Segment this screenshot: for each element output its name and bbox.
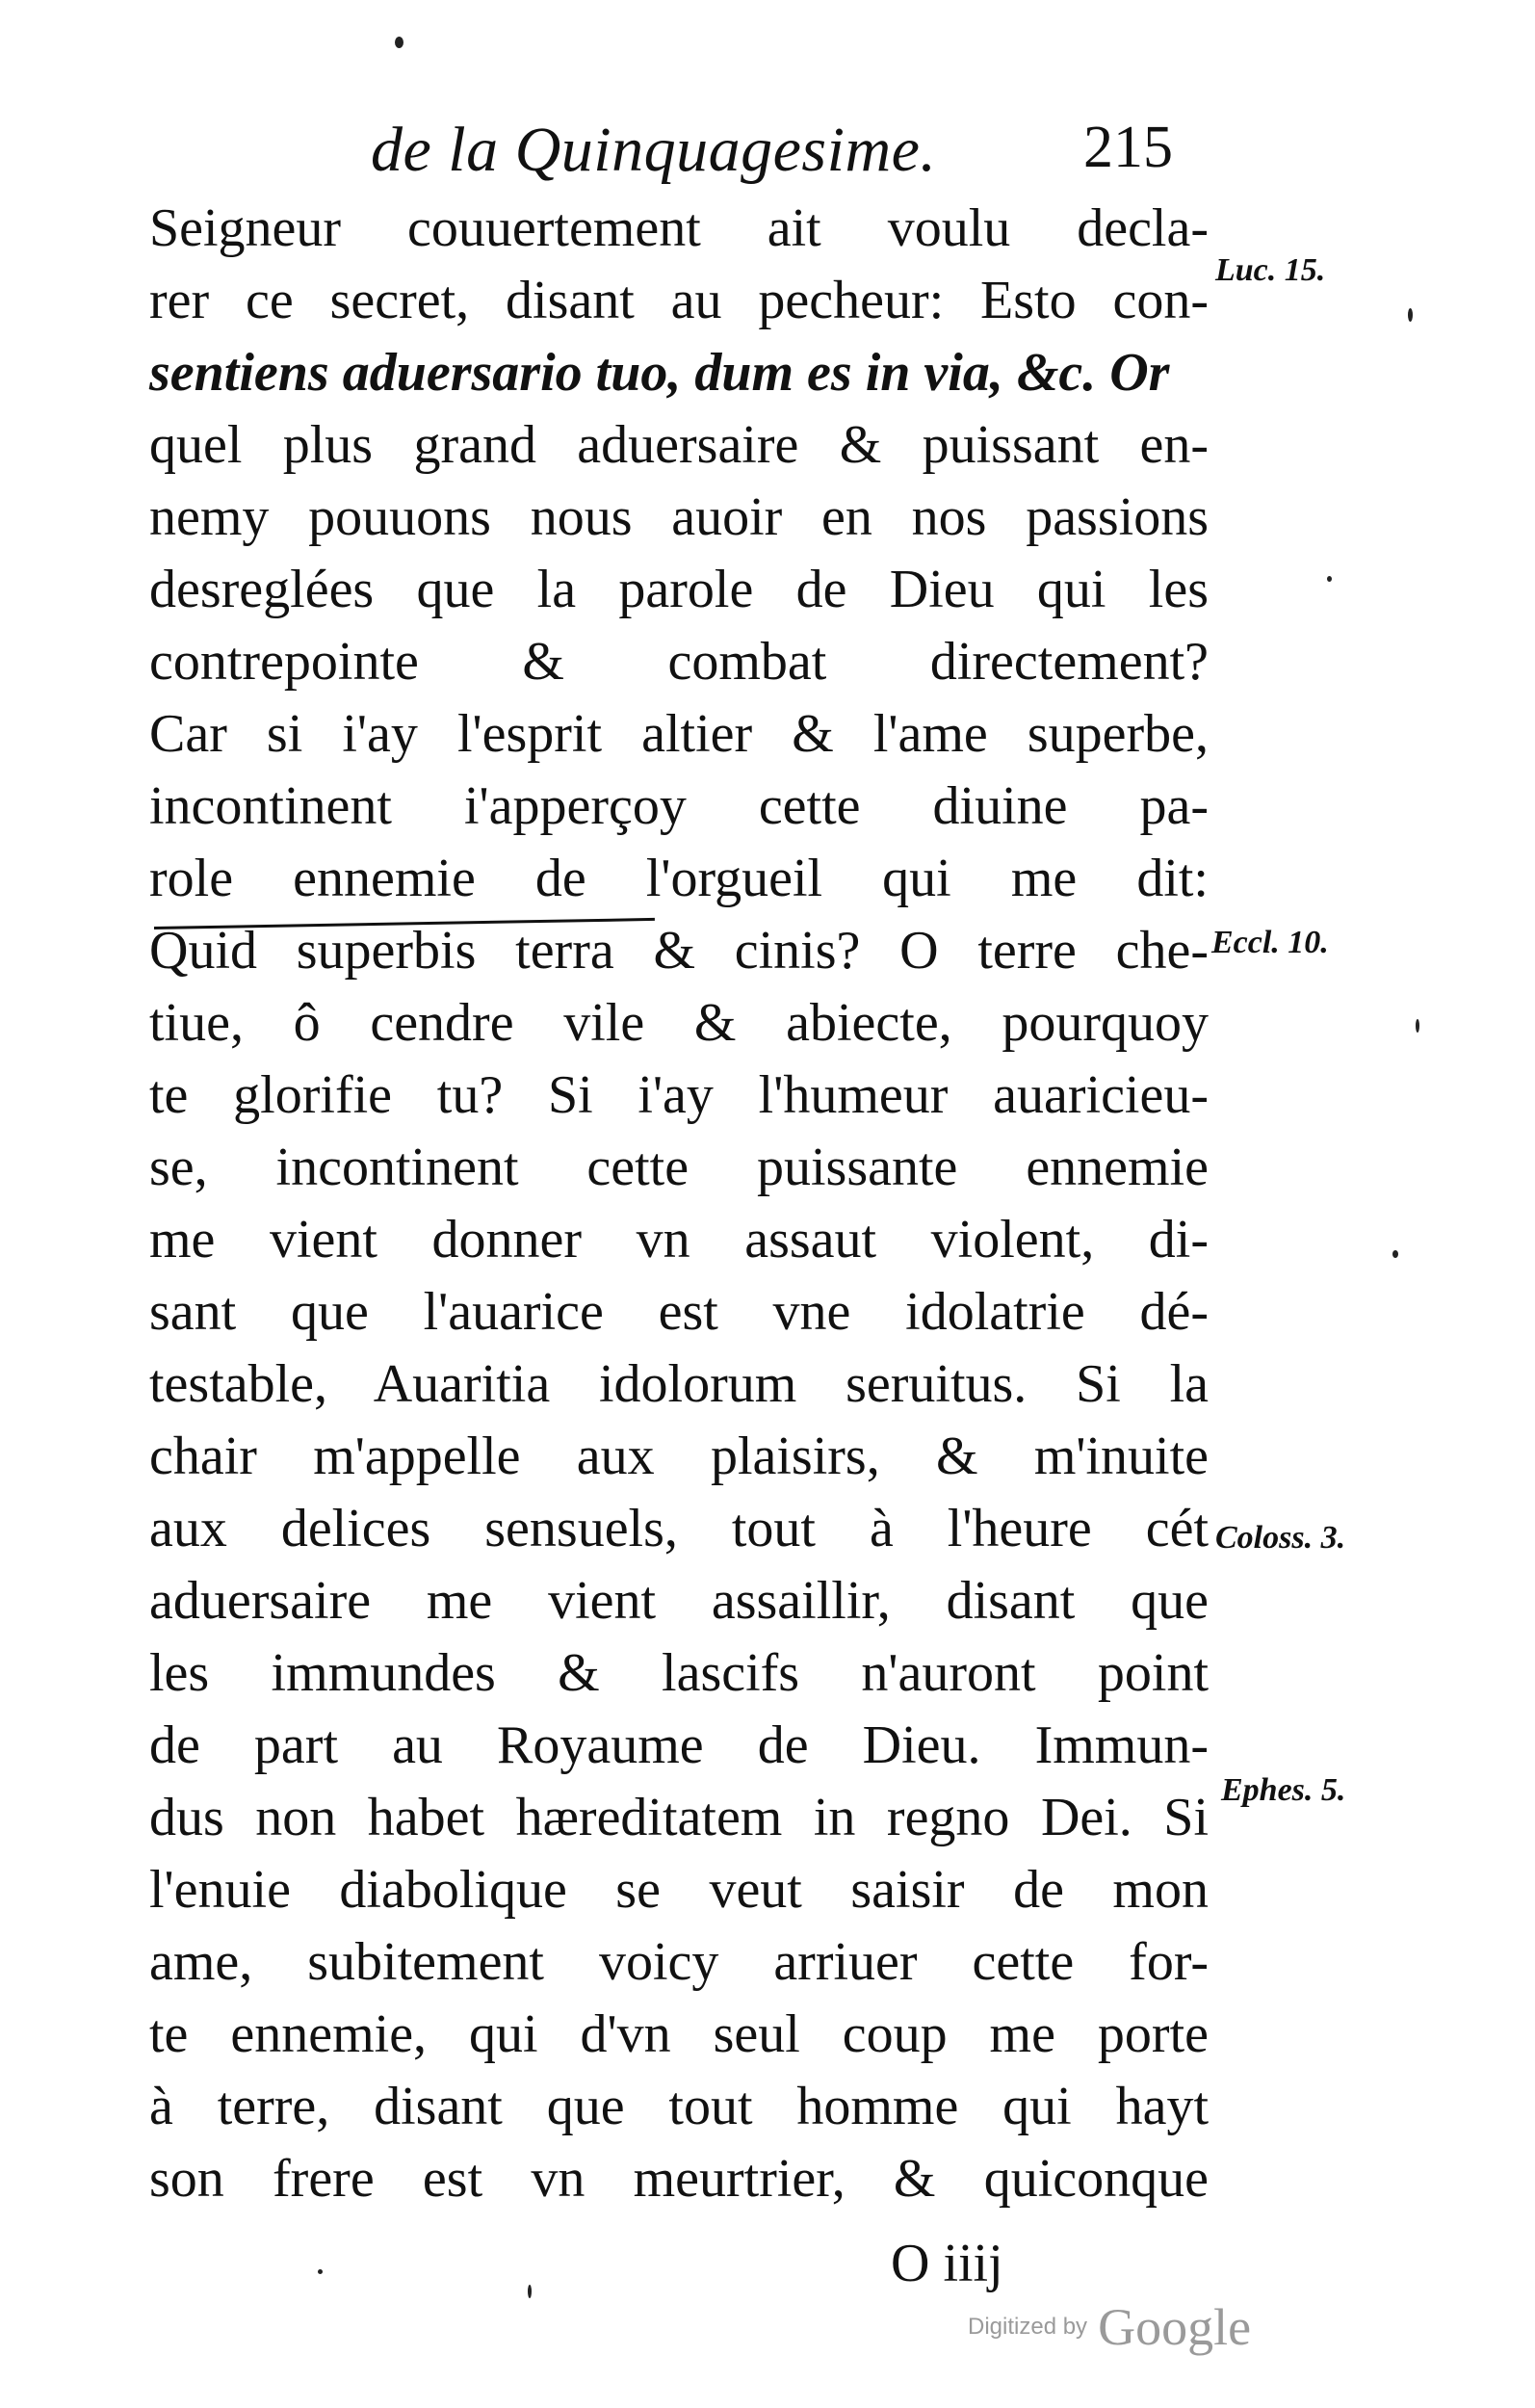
text-line: desreglées que la parole de Dieu qui les [149, 560, 1209, 619]
ink-speck [1416, 1019, 1419, 1033]
text-line: incontinent i'apperçoy cette diuine pa- [149, 776, 1209, 836]
text-line: contrepointe & combat directement? [149, 632, 1209, 692]
text-line: sant que l'auarice est vne idolatrie dé- [149, 1282, 1209, 1342]
text-line: se, incontinent cette puissante ennemie [149, 1138, 1209, 1197]
text-line: sentiens aduersario tuo, dum es in via, &c. Or [149, 343, 1170, 403]
text-line: ame, subitement voicy arriuer cette for- [149, 1932, 1209, 1992]
text-line: nemy pouuons nous auoir en nos passions [149, 487, 1209, 547]
text-line: de part au Royaume de Dieu. Immun- [149, 1715, 1209, 1775]
text-line: aux delices sensuels, tout à l'heure cét [149, 1499, 1209, 1558]
running-head-title: de la Quinquagesime. [371, 115, 937, 185]
text-line: les immundes & lascifs n'auront point [149, 1643, 1209, 1703]
text-line: role ennemie de l'orgueil qui me dit: [149, 849, 1209, 908]
page-number: 215 [1083, 115, 1173, 180]
text-line: son frere est vn meurtrier, & quiconque [149, 2149, 1209, 2209]
ink-speck [1408, 308, 1413, 322]
signature-mark: O iiij [891, 2234, 1003, 2293]
text-line: l'enuie diabolique se veut saisir de mon [149, 1860, 1209, 1920]
text-line: rer ce secret, disant au pecheur: Esto con- [149, 271, 1209, 330]
text-line: Seigneur couuertement ait voulu decla- [149, 198, 1209, 258]
text-line: quel plus grand aduersaire & puissant en- [149, 415, 1209, 475]
ink-speck [1327, 576, 1332, 582]
body-text [149, 193, 1209, 2215]
text-line: Quid superbis terra & cinis? O terre che- [149, 921, 1209, 981]
ink-speck [1392, 1250, 1398, 1258]
text-line: te glorifie tu? Si i'ay l'humeur auaricieu- [149, 1065, 1209, 1125]
ink-speck [528, 2285, 532, 2298]
text-line: à terre, disant que tout homme qui hayt [149, 2077, 1209, 2136]
margin-note-ephes: Ephes. 5. [1221, 1772, 1346, 1808]
margin-note-luc: Luc. 15. [1215, 252, 1326, 288]
margin-note-coloss: Coloss. 3. [1215, 1520, 1346, 1556]
text-line: te ennemie, qui d'vn seul coup me porte [149, 2004, 1209, 2064]
ink-speck [395, 37, 403, 48]
text-line: dus non habet hæreditatem in regno Dei. Si [149, 1788, 1209, 1847]
ink-speck [318, 2269, 323, 2274]
text-line: me vient donner vn assaut violent, di- [149, 1210, 1209, 1269]
text-line: chair m'appelle aux plaisirs, & m'inuite [149, 1426, 1209, 1486]
text-line: tiue, ô cendre vile & abiecte, pourquoy [149, 993, 1209, 1053]
margin-note-eccl: Eccl. 10. [1211, 925, 1329, 960]
watermark-prefix: Digitized by [968, 2314, 1088, 2340]
text-line: testable, Auaritia idolorum seruitus. Si la [149, 1354, 1209, 1414]
google-logo-icon: Google [1098, 2298, 1252, 2356]
digitized-watermark [968, 2297, 1251, 2357]
text-line: Car si i'ay l'esprit altier & l'ame superbe, [149, 704, 1209, 764]
text-line: aduersaire me vient assaillir, disant que [149, 1571, 1209, 1631]
